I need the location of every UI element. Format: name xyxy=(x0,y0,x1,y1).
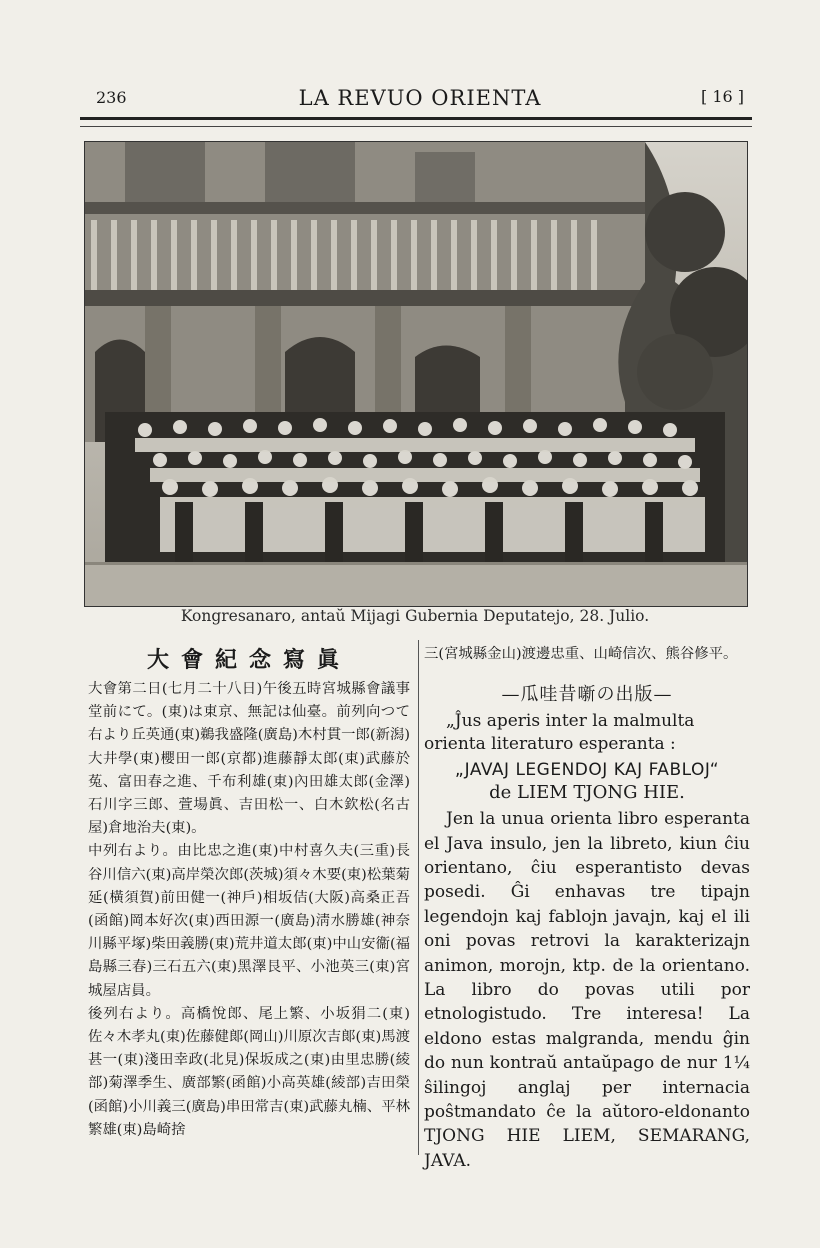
announcement-intro: „Ĵus aperis inter la malmulta orienta literaturo esperanta : xyxy=(424,711,695,755)
photo-caption: Kongresanaro, antaŭ Mijagi Gubernia Deputatejo, 28. Julio. xyxy=(180,607,650,625)
journal-title: LA REVUO ORIENTA xyxy=(298,86,542,110)
section-heading xyxy=(424,680,750,706)
book-title: „JAVAJ LEGENDOJ KAJ FABLOJ“ xyxy=(454,760,720,781)
left-column-article xyxy=(88,643,410,1142)
review-body: Jen la unua orienta libro esperanta el Java insulo, jen la libreto, kiun ĉiu orientano, ĉiu esperantisto devas posedi. Ĝi enhavas tre tipajn legendojn kaj fablojn javajn, kaj el ili oni povas retrovi la karakterizajn animon, morojn, ktp. de la orientano. La libro do povas utili por etnologistudo. Tre interesa! La eldono estas malgranda, mendu ĝin do nun kontraŭ antaŭpago de nur 1¼ ŝilingoj anglaj per internacia poŝtmandato ĉe la aŭtoro-eldonanto TJONG HIE LIEM, SEMARANG, JAVA. xyxy=(424,809,750,1171)
column-divider xyxy=(418,640,419,1155)
header-rule xyxy=(80,117,752,127)
article-paragraph: 中列右より。由比忠之進(東)中村喜久夫(三重)長谷川信六(東)高岸榮次郎(茨城)須々木要(東)松葉菊延(橫須賀)前田健一(神戶)相坂佶(大阪)高桑正吾(函館)岡本好次(東)西田源一(廣島)淸水勝雄(神奈川縣平塚)柴田義勝(東)荒井道太郎(東)中山安衞(福島縣三春)三石五六(東)黑澤艮平、小池英三(東)宮城屋店員。 xyxy=(88,843,410,999)
article-title: 大會紀念寫眞 xyxy=(146,647,351,673)
article-paragraph: 大會第二日(七月二十八日)午後五時宮城縣會議事堂前にて。(東)は東京、無記は仙臺。前列向つて右より丘英通(東)鵜我盛隆(廣島)木村貫一郎(新潟)大井學(東)櫻田一郎(京都)進藤靜太郎(東)武藤於菟、富田春之進、千布利雄(東)內田雄太郎(金澤)石川字三郎、萱場眞、吉田松一、白木欽松(名古屋)倉地治夫(東)。 xyxy=(88,681,410,837)
page-number: 236 xyxy=(96,88,127,107)
right-column-article xyxy=(424,643,750,1173)
page-header xyxy=(88,84,752,114)
group-photograph xyxy=(84,141,748,607)
photo-illustration xyxy=(85,142,747,606)
section-heading-text: —瓜哇昔噺の出版— xyxy=(501,684,673,706)
continuation-text: 三(宮城縣金山)渡邊忠重、山崎信次、熊谷修平。 xyxy=(424,646,738,662)
issue-number: [ 16 ] xyxy=(700,87,744,106)
article-paragraph: 後列右より。高橋悅郎、尾上繁、小坂狷二(東)佐々木孝丸(東)佐藤健郞(岡山)川原次吉郞(東)馬渡甚一(東)淺田幸政(北見)保坂成之(東)由里忠勝(綾部)菊澤季生、廣部繁(函館)小高英雄(綾部)吉田榮(函館)小川義三(廣島)串田常吉(東)武藤丸楠、平林繁雄(東)島崎捨 xyxy=(88,1005,410,1138)
book-author: de LIEM TJONG HIE. xyxy=(489,782,685,804)
